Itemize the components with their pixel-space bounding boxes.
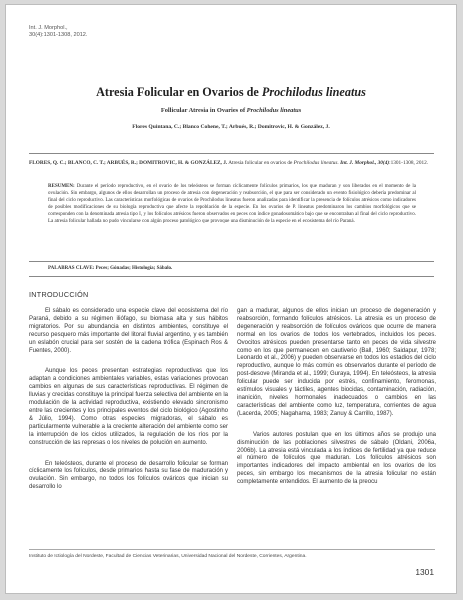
citation-authors: FLORES, Q. C.; BLANCO, C. T.; ARBUÉS, R.; DOMITROVIC, H. & GONZÁLEZ, J. [29,160,228,166]
journal-header [29,25,87,39]
citation-journal: Int. J. Morphol., 30(4) [338,160,390,166]
footnote-rule [29,549,435,550]
article-subtitle-species: Prochilodus lineatus [246,107,302,114]
paper-page [5,4,457,594]
abstract-text: Durante el período reproductivo, en el ovario de los teleósteos se forman cíclicamente folículos primarios, los que maduran y son liberados en el momento de la ovulación. Sin embargo, algunos de ellos desarrollan un proceso de atresia con degeneración y reabsorción, el que para ser considerado un evento fisiológico debería predominar al final del ciclo reproductivo. Las características morfológicas de ovarios de Prochilodus lineatus fueron analizadas para identificar la presencia de folículos atrésicos como indicadores de posibles modificaciones de su biología reproductiva que afecte la repoblación de la especie. En los ovarios de P. lineatus predominaron los cambios morfológicos que se corresponden con la denominada atresia tipo I, y los folículos atrésicos fueron observados en peces con índice gonadosomático bajo que se encontraban al final del ciclo reproductivo. La atresia folicular hallada no pudo vincularse con algún proceso patológico que provoque una disminución de la especie en el ecosistema del río Paraná. [48,184,416,224]
keywords: PALABRAS CLAVE: Peces; Gónadas; Histología; Sábalo. [48,266,173,271]
citation-species: Prochilodus lineatus. [293,160,339,166]
paragraph: gan a madurar, algunos de ellos inician un proceso de degeneración y reabsorción, formando folículos atrésicos. La atresia es un proceso de degeneración y reabsorción de folículos ováricos que ocurre de manera normal en los ovarios de todos los vertebrados, incluidos los peces. Ovocitos atrésicos pueden presentarse tanto en peces de vida silvestre como en los que permanecen en cautiverio (Ball, 1960; Saidapur, 1978; Leonardo et al., 2006) y pueden observarse en todos los estadios del ciclo reproductivo, aunque lo más común es observarlos durante el período de post-desove (Miranda et al., 1999; Guraya, 1994). En teleósteos, la atresia folicular puede ser inducida por estrés, confinamiento, feromonas, estímulos visuales y táctiles, agentes biocidas, contaminación, radiación, inanición, niveles hormonales inadecuados o cambios en las características del ambiente como luz, temperatura, corrientes de agua (Lacerda, 2005; Nagahama, 1983; Zanuy & Carrillo, 1987). [237,308,436,417]
paragraph: En teleósteos, durante el proceso de desarrollo folicular se forman cíclicamente los folículos, desde primarios hasta su fase de maduración y ovulación. Sin embargo, no todos los folículos ováricos que inician su desarrollo lo [29,460,228,491]
footnote: Instituto de Ictiología del Nordeste, Facultad de Ciencias Veterinarias, Universidad Nacional del Nordeste, Corrientes, Argentina. [29,554,307,559]
article-title-species: Prochilodus lineatus [261,85,366,99]
article-subtitle [6,107,456,114]
abstract-label: RESUMEN: [48,184,75,189]
page-number: 1301 [415,567,434,577]
journal-name: Int. J. Morphol., [29,25,68,31]
citation-title: Atresia folicular en ovarios de [227,160,294,166]
author-list: Flores Quintana, C.; Blanco Cohene, T.; Arbués, R.; Domitrovic, H. & González, J. [132,124,330,130]
journal-volume: 30(4):1301-1308, 2012. [29,32,88,38]
paragraph: Aunque los peces presentan estrategias reproductivas que los adaptan a condiciones ambientales variables, estas variaciones provocan cambios en algunas de sus características reproductivas. El régimen de lluvias y crecidas constituye la principal fuerza selectiva del ambiente en la modulación de la actividad reproductiva, existiendo elevado sincronismo entre las crecientes y los principales eventos del ciclo biológico (Agostinho & Júlio, 1994). Como otras especies migradoras, el sábalo es particularmente vulnerable a la creciente alteración del ambiente como ser la interrupción de los ciclos utilizados, la regulación de los ríos por la construcción de las represas o los niveles de polución en aumento. [29,368,228,446]
article-title-text: Atresia Folicular en Ovarios de [96,85,262,99]
section-heading: INTRODUCCIÓN [29,290,89,299]
divider-keywords-top [29,261,434,262]
divider-top [29,153,434,154]
citation-block [29,160,434,167]
citation-pages: :1301-1308, 2012. [389,160,429,166]
divider-keywords-bottom [29,276,434,277]
abstract-block [48,183,416,225]
paragraph: Varios autores postulan que en los últimos años se produjo una disminución de las poblaciones silvestres de sábalo (Oldani, 2006a, 2006b). La atresia está vinculada a los índices de fertilidad ya que reduce el número de folículos que maduran. Los folículos atrésicos son importantes indicadores del impacto ambiental en los ovarios de los peces, sin embargo los mecanismos de la atresia folicular no están completamente entendidos. El aumento de la preocu [237,431,436,486]
paragraph: El sábalo es considerado una especie clave del ecosistema del río Paraná, debido a su régimen iliófago, su biomasa alta y sus hábitos migratorios. Por su abundancia en distintos ambientes, constituye el recurso pesquero más importante del litoral fluvial argentino, y es también un eslabón crucial para ser sostén de la cadena trófica (Espinach Ros & Fuentes, 2000). [29,308,228,354]
body-column-right [237,308,436,487]
article-title [6,85,456,100]
article-subtitle-text: Follicular Atresia in Ovaries of [160,107,247,114]
body-column-left [29,308,228,492]
